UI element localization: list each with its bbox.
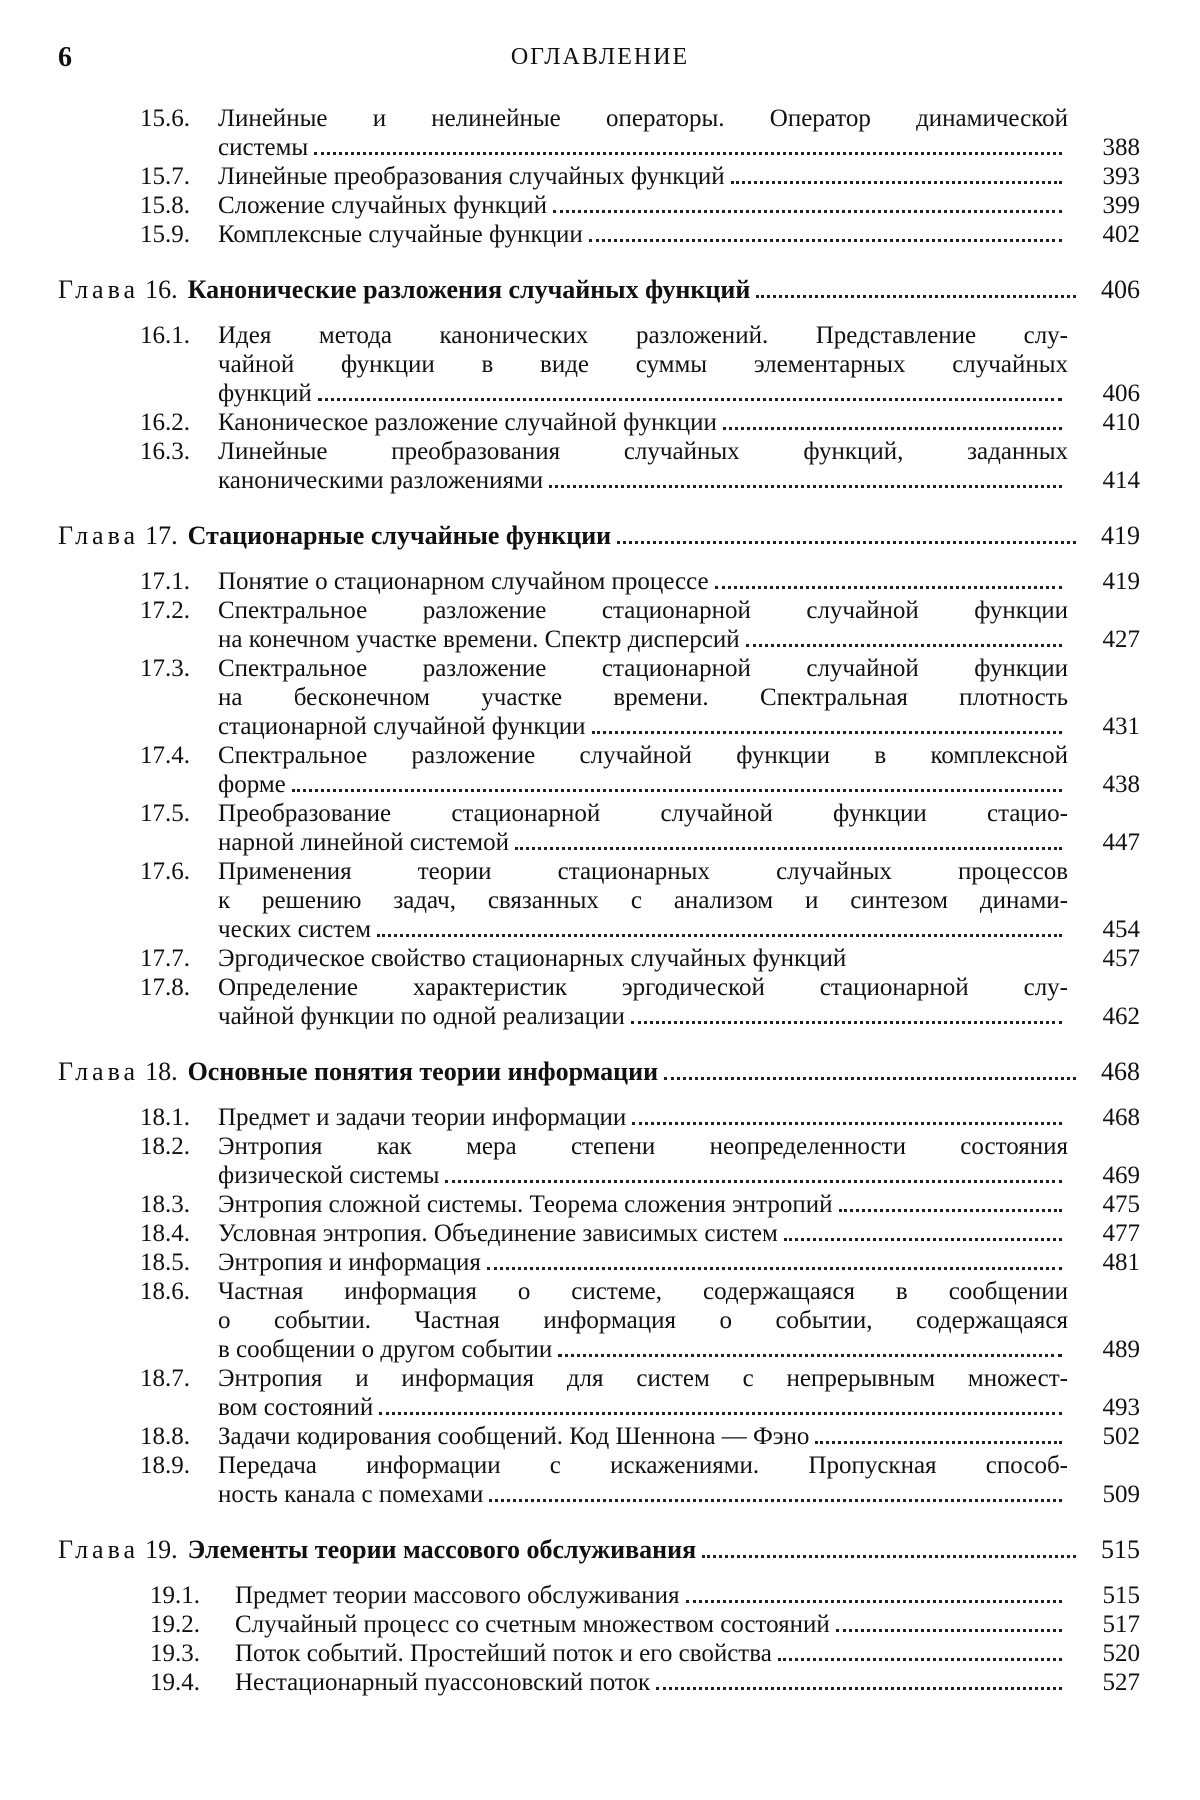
section-number: 15.6. — [140, 105, 190, 132]
section-entry — [140, 973, 1140, 1031]
section-entry — [140, 1364, 1140, 1422]
chapter-title: Основные понятия теории информации — [187, 1057, 659, 1086]
section-line: Предмет и задачи теории информации — [218, 1103, 1068, 1132]
chapter-number: 16. — [145, 275, 178, 304]
section-page-number: 457 — [1102, 945, 1140, 972]
dot-leader — [617, 541, 1076, 544]
section-title — [218, 1422, 1068, 1451]
dot-leader — [664, 1077, 1076, 1080]
section-title — [235, 1668, 1068, 1697]
dot-leader — [778, 1658, 1062, 1661]
section-title — [218, 321, 1068, 408]
dot-leader — [445, 1180, 1062, 1183]
section-line: каноническими разложениями — [218, 466, 1068, 495]
section-number: 18.4. — [140, 1220, 190, 1247]
section-page-number: 393 — [1102, 163, 1140, 190]
section-entry — [140, 1219, 1140, 1248]
chapter-title: Канонические разложения случайных функций — [187, 275, 751, 304]
section-line: чайной функции по одной реализации — [218, 1002, 1068, 1031]
section-page-number: 477 — [1102, 1220, 1140, 1247]
section-line: Энтропия и информация для систем с непрерывным множест- — [218, 1365, 1068, 1392]
section-line: Спектральное разложение случайной функции в комплексной — [218, 742, 1068, 769]
section-number: 16.2. — [140, 409, 190, 436]
section-number: 17.2. — [140, 597, 190, 624]
section-page-number: 493 — [1102, 1394, 1140, 1421]
section-line: на конечном участке времени. Спектр дисперсий — [218, 625, 1068, 654]
chapter-page-number: 515 — [1101, 1535, 1140, 1564]
section-number: 15.8. — [140, 192, 190, 219]
section-title — [235, 1610, 1068, 1639]
section-line: Энтропия как мера степени неопределенности состояния — [218, 1133, 1068, 1160]
section-line: Понятие о стационарном случайном процессе — [218, 567, 1068, 596]
section-line: ческих систем — [218, 915, 1068, 944]
section-number: 18.9. — [140, 1452, 190, 1479]
table-of-contents — [0, 104, 1200, 1697]
section-line: чайной функции в виде суммы элементарных случайных — [218, 351, 1068, 378]
dot-leader — [756, 295, 1076, 298]
dot-leader — [549, 485, 1062, 488]
chapter-label: Глава — [58, 521, 140, 550]
section-title — [218, 162, 1068, 191]
section-page-number: 515 — [1102, 1582, 1140, 1609]
section-page-number: 520 — [1102, 1640, 1140, 1667]
section-page-number: 410 — [1102, 409, 1140, 436]
dot-leader — [553, 210, 1062, 213]
section-title — [218, 437, 1068, 495]
section-entry — [140, 1639, 1140, 1668]
section-title — [218, 191, 1068, 220]
section-entry — [140, 654, 1140, 741]
section-page-number: 402 — [1102, 221, 1140, 248]
section-entry — [140, 1132, 1140, 1190]
section-entry — [140, 799, 1140, 857]
section-line: о событии. Частная информация о событии, содержащаяся — [218, 1307, 1068, 1334]
section-line: Комплексные случайные функции — [218, 220, 1068, 249]
section-line: Линейные преобразования случайных функций, заданных — [218, 438, 1068, 465]
chapter-entry — [58, 1057, 1140, 1087]
section-title — [218, 944, 1068, 973]
section-number: 17.1. — [140, 568, 190, 595]
section-page-number: 388 — [1102, 134, 1140, 161]
section-number: 18.5. — [140, 1249, 190, 1276]
section-page-number: 454 — [1102, 916, 1140, 943]
dot-leader — [487, 1267, 1062, 1270]
section-page-number: 502 — [1102, 1423, 1140, 1450]
section-entry — [140, 220, 1140, 249]
section-number: 17.4. — [140, 742, 190, 769]
chapter-page-number: 406 — [1101, 275, 1140, 304]
chapter-number: 19. — [145, 1535, 178, 1564]
dot-leader — [746, 644, 1062, 647]
section-page-number: 399 — [1102, 192, 1140, 219]
section-line: форме — [218, 770, 1068, 799]
section-entry — [140, 741, 1140, 799]
section-line: нарной линейной системой — [218, 828, 1068, 857]
section-line: Энтропия и информация — [218, 1248, 1068, 1277]
section-title — [218, 596, 1068, 654]
section-entry — [140, 162, 1140, 191]
section-number: 17.7. — [140, 945, 190, 972]
dot-leader — [292, 789, 1062, 792]
section-line: Применения теории стационарных случайных процессов — [218, 858, 1068, 885]
section-line: функций — [218, 379, 1068, 408]
section-entry — [140, 857, 1140, 944]
section-title — [235, 1639, 1068, 1668]
section-entry — [140, 1451, 1140, 1509]
section-number: 19.3. — [150, 1640, 200, 1667]
dot-leader — [515, 847, 1062, 850]
section-number: 19.2. — [150, 1611, 200, 1638]
section-title — [218, 973, 1068, 1031]
section-line: Энтропия сложной системы. Теорема сложения энтропий — [218, 1190, 1068, 1219]
section-page-number: 527 — [1102, 1669, 1140, 1696]
section-line: системы — [218, 133, 1068, 162]
section-line: Задачи кодирования сообщений. Код Шеннона — Фэно — [218, 1422, 1068, 1451]
section-title — [218, 1132, 1068, 1190]
dot-leader — [377, 934, 1062, 937]
section-title — [218, 741, 1068, 799]
dot-leader — [632, 1122, 1062, 1125]
section-entry — [140, 1248, 1140, 1277]
section-page-number: 431 — [1102, 713, 1140, 740]
section-page-number: 406 — [1102, 380, 1140, 407]
section-line: Спектральное разложение стационарной случайной функции — [218, 597, 1068, 624]
dot-leader — [656, 1687, 1062, 1690]
section-line: Идея метода канонических разложений. Представление слу- — [218, 322, 1068, 349]
dot-leader — [592, 731, 1062, 734]
section-entry — [140, 104, 1140, 162]
chapter-label: Глава — [58, 275, 140, 304]
section-number: 17.5. — [140, 800, 190, 827]
chapter-entry — [58, 521, 1140, 551]
section-number: 18.2. — [140, 1133, 190, 1160]
dot-leader — [784, 1238, 1062, 1241]
section-entry — [140, 437, 1140, 495]
dot-leader — [702, 1555, 1076, 1558]
section-page-number: 462 — [1102, 1003, 1140, 1030]
section-number: 19.4. — [150, 1669, 200, 1696]
section-line: Эргодическое свойство стационарных случайных функций — [218, 945, 847, 972]
chapter-number: 18. — [145, 1057, 178, 1086]
section-line: Сложение случайных функций — [218, 191, 1068, 220]
section-number: 18.7. — [140, 1365, 190, 1392]
section-title — [218, 1219, 1068, 1248]
section-number: 19.1. — [150, 1582, 200, 1609]
section-line: Нестационарный пуассоновский поток — [235, 1668, 1068, 1697]
section-line: Предмет теории массового обслуживания — [235, 1581, 1068, 1610]
section-page-number: 489 — [1102, 1336, 1140, 1363]
section-line: Каноническое разложение случайной функции — [218, 408, 1068, 437]
section-line: стационарной случайной функции — [218, 712, 1068, 741]
section-line: Передача информации с искажениями. Пропускная способ- — [218, 1452, 1068, 1479]
section-line: Линейные преобразования случайных функций — [218, 162, 1068, 191]
section-page-number: 414 — [1102, 467, 1140, 494]
section-line: Спектральное разложение стационарной случайной функции — [218, 655, 1068, 682]
section-title — [218, 857, 1068, 944]
section-number: 15.9. — [140, 221, 190, 248]
dot-leader — [318, 398, 1062, 401]
section-entry — [140, 1277, 1140, 1364]
section-title — [218, 1190, 1068, 1219]
dot-leader — [723, 427, 1062, 430]
section-title — [218, 1451, 1068, 1509]
section-page-number: 447 — [1102, 829, 1140, 856]
section-entry — [140, 944, 1140, 973]
section-page-number: 419 — [1102, 568, 1140, 595]
chapter-page-number: 468 — [1101, 1057, 1140, 1086]
section-page-number: 438 — [1102, 771, 1140, 798]
section-number: 18.1. — [140, 1104, 190, 1131]
section-title — [218, 799, 1068, 857]
section-entry — [140, 1581, 1140, 1610]
section-title — [218, 654, 1068, 741]
section-entry — [140, 596, 1140, 654]
section-line: Частная информация о системе, содержащаяся в сообщении — [218, 1278, 1068, 1305]
section-line: Линейные и нелинейные операторы. Оператор динамической — [218, 105, 1068, 132]
section-entry — [140, 1103, 1140, 1132]
dot-leader — [489, 1499, 1062, 1502]
chapter-title: Элементы теории массового обслуживания — [187, 1535, 697, 1564]
section-line: физической системы — [218, 1161, 1068, 1190]
chapter-entry — [58, 275, 1140, 305]
section-line: на бесконечном участке времени. Спектральная плотность — [218, 684, 1068, 711]
section-title — [218, 1277, 1068, 1364]
section-entry — [140, 191, 1140, 220]
section-number: 17.3. — [140, 655, 190, 682]
section-page-number: 427 — [1102, 626, 1140, 653]
section-title — [218, 1248, 1068, 1277]
section-page-number: 468 — [1102, 1104, 1140, 1131]
section-entry — [140, 1422, 1140, 1451]
section-number: 15.7. — [140, 163, 190, 190]
section-number: 18.6. — [140, 1278, 190, 1305]
section-line: Случайный процесс со счетным множеством состояний — [235, 1610, 1068, 1639]
dot-leader — [836, 1629, 1062, 1632]
chapter-label: Глава — [58, 1057, 140, 1086]
section-number: 16.3. — [140, 438, 190, 465]
dot-leader — [731, 181, 1062, 184]
dot-leader — [558, 1354, 1062, 1357]
section-number: 18.3. — [140, 1191, 190, 1218]
chapter-label: Глава — [58, 1535, 140, 1564]
chapter-page-number: 419 — [1101, 521, 1140, 550]
section-line: вом состояний — [218, 1393, 1068, 1422]
dot-leader — [589, 239, 1062, 242]
page-number: 6 — [58, 42, 72, 73]
dot-leader — [379, 1412, 1062, 1415]
section-page-number: 509 — [1102, 1481, 1140, 1508]
section-number: 17.8. — [140, 974, 190, 1001]
section-entry — [140, 321, 1140, 408]
section-title — [218, 220, 1068, 249]
section-line: к решению задач, связанных с анализом и синтезом динами- — [218, 887, 1068, 914]
dot-leader — [314, 152, 1062, 155]
section-entry — [140, 1668, 1140, 1697]
section-title — [218, 1364, 1068, 1422]
section-entry — [140, 1610, 1140, 1639]
section-title — [218, 1103, 1068, 1132]
section-page-number: 517 — [1102, 1611, 1140, 1638]
dot-leader — [815, 1441, 1062, 1444]
section-title — [235, 1581, 1068, 1610]
dot-leader — [715, 586, 1062, 589]
section-title — [218, 104, 1068, 162]
section-line: ность канала с помехами — [218, 1480, 1068, 1509]
page-title: ОГЛАВЛЕНИЕ — [510, 44, 690, 70]
section-number: 17.6. — [140, 858, 190, 885]
section-number: 18.8. — [140, 1423, 190, 1450]
section-line: Определение характеристик эргодической стационарной слу- — [218, 974, 1068, 1001]
section-page-number: 469 — [1102, 1162, 1140, 1189]
section-title — [218, 567, 1068, 596]
chapter-entry — [58, 1535, 1140, 1565]
dot-leader — [839, 1209, 1062, 1212]
page-header — [0, 42, 1200, 82]
chapter-number: 17. — [145, 521, 178, 550]
dot-leader — [686, 1600, 1062, 1603]
chapter-title: Стационарные случайные функции — [187, 521, 612, 550]
section-page-number: 481 — [1102, 1249, 1140, 1276]
section-page-number: 475 — [1102, 1191, 1140, 1218]
section-entry — [140, 567, 1140, 596]
section-title — [218, 408, 1068, 437]
section-number: 16.1. — [140, 322, 190, 349]
dot-leader — [631, 1021, 1062, 1024]
section-line: Преобразование стационарной случайной функции стацио- — [218, 800, 1068, 827]
section-entry — [140, 1190, 1140, 1219]
section-entry — [140, 408, 1140, 437]
section-line: Условная энтропия. Объединение зависимых систем — [218, 1219, 1068, 1248]
section-line: в сообщении о другом событии — [218, 1335, 1068, 1364]
section-line: Поток событий. Простейший поток и его свойства — [235, 1639, 1068, 1668]
